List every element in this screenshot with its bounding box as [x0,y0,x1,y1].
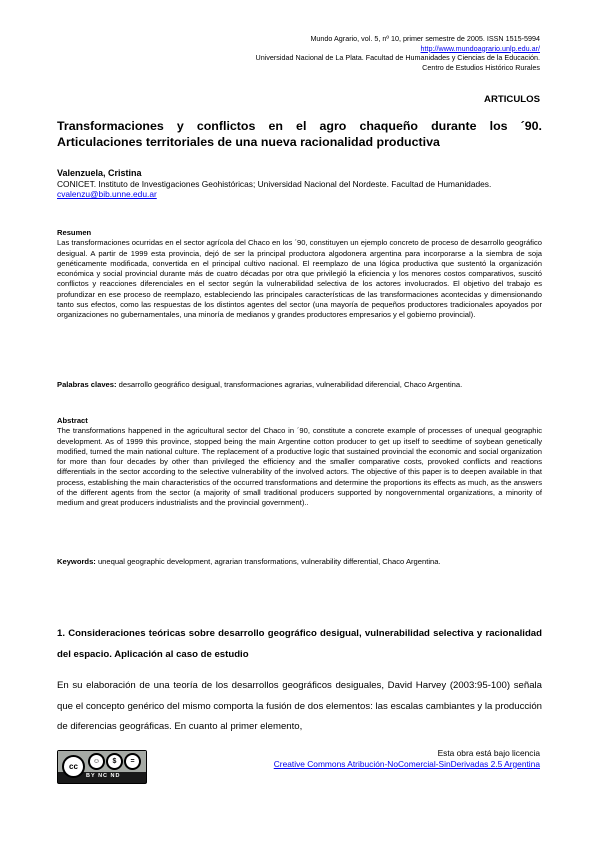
author-block [57,168,542,200]
center-line: Centro de Estudios Histórico Rurales [422,62,540,72]
resumen-text: Las transformaciones ocurridas en el sector agrícola del Chaco en los ´90, constituyen un ejemplo concreto de proceso de desarrollo geográfico desigual. A partir de 1999 esta provincia, dejó de ser la principal productora algodonera argentina para incorporarse a la siembra de soja genéticamente modificada, convertida en el principal cultivo nacional. El reemplazo de una lógica productiva que sustentó la organización económica y social provincial durante más de cuatro décadas por otra que privilegió la eficiencia y los menores costos comparativos, suscitó conflictos y reacciones diferenciales en el sector según la vulnerabilidad selectiva de los actores involucrados. El objetivo del trabajo es profundizar en ese proceso de reemplazo, estableciendo las principales características de las transformaciones acontecidas y dimensionando tanto sus efectos, como las respuestas de los distintos agentes del sector (una mayoría de pequeños productores tradicionales apoyados por organizaciones no gubernamentales, una minoría de medianos y grandes productores empresarios y el gobierno provincial). [57,238,542,320]
palabras-claves-label: Palabras claves: [57,380,117,389]
cc-badge-labels: BY NC ND [86,773,121,779]
abstract-section [57,416,542,509]
resumen-heading: Resumen [57,228,92,237]
keywords-text: unequal geographic development, agrarian transformations, vulnerability differential, Chaco Argentina. [95,557,441,566]
section-label: ARTICULOS [484,94,540,105]
palabras-claves [57,380,542,390]
license-notice-text: Esta obra está bajo licencia [437,748,540,758]
abstract-text: The transformations happened in the agricultural sector del Chaco in ´90, constitute a concrete example of processes of unequal geographic development. As of 1999 this province, stopped being the main Argentine cotton producer to get up itself to seedtime of soybean genetically modified, turned the main national culture. The replacement of a productive logic that sustained provincial the economic and social organization for more than four decades by other than privileged the efficiency and the smaller comparative costs, provoked conflicts and reactions differentials in the sector according to the selective vulnerability of the involved actors. The objective of this paper is to deepen available in that process, establishing the main characteristics of the occurred transformations and determine the proportions its effects as much, as the answers of the different agents from the sector (a majority of small traditional producers supported by nongovernmental organizations, a minority of medium and great producers industrialists and the provincial government).. [57,426,542,508]
palabras-claves-text: desarrollo geográfico desigual, transformaciones agrarias, vulnerabilidad diferencial, Chaco Argentina. [116,380,463,389]
creative-commons-badge[interactable] [57,750,147,784]
nd-icon: = [124,753,141,770]
journal-url-link[interactable]: http://www.mundoagrario.unlp.edu.ar/ [420,43,540,53]
license-notice [274,748,540,770]
author-name: Valenzuela, Cristina [57,168,142,178]
keywords [57,557,542,567]
nc-icon: $ [106,753,123,770]
university-line: Universidad Nacional de La Plata. Facultad de Humanidades y Ciencias de la Educación. [255,53,540,63]
section-1-paragraph: En su elaboración de una teoría de los desarrollos geográficos desiguales, David Harvey (2003:95-100) señala que el concepto genérico del mismo comporta la fusión de dos elementos: las escalas cambiantes y la producción de diferencias geográficas. En cuanto al primer elemento, [57,680,542,732]
journal-citation: Mundo Agrario, vol. 5, nº 10, primer semestre de 2005. ISSN 1515-5994 [310,34,540,43]
section-1-heading: 1. Consideraciones teóricas sobre desarrollo geográfico desigual, vulnerabilidad selectiva y racionalidad del espacio. Aplicación al caso de estudio [57,628,542,660]
author-email-link[interactable]: cvalenzu@bib.unne.edu.ar [57,189,157,199]
keywords-label: Keywords: [57,557,96,566]
article-title: Transformaciones y conflictos en el agro chaqueño durante los ´90. Articulaciones territoriales de una nueva racionalidad productiva [57,119,542,149]
author-affiliation: CONICET. Instituto de Investigaciones Geohistóricas; Universidad Nacional del Nordeste. Facultad de Humanidades. [57,178,492,189]
abstract-heading: Abstract [57,416,88,425]
license-link[interactable]: Creative Commons Atribución-NoComercial-SinDerivadas 2.5 Argentina [273,759,540,769]
journal-header [256,34,540,72]
by-icon: ☺ [88,753,105,770]
resumen-section [57,228,542,321]
cc-icon: cc [62,755,85,778]
